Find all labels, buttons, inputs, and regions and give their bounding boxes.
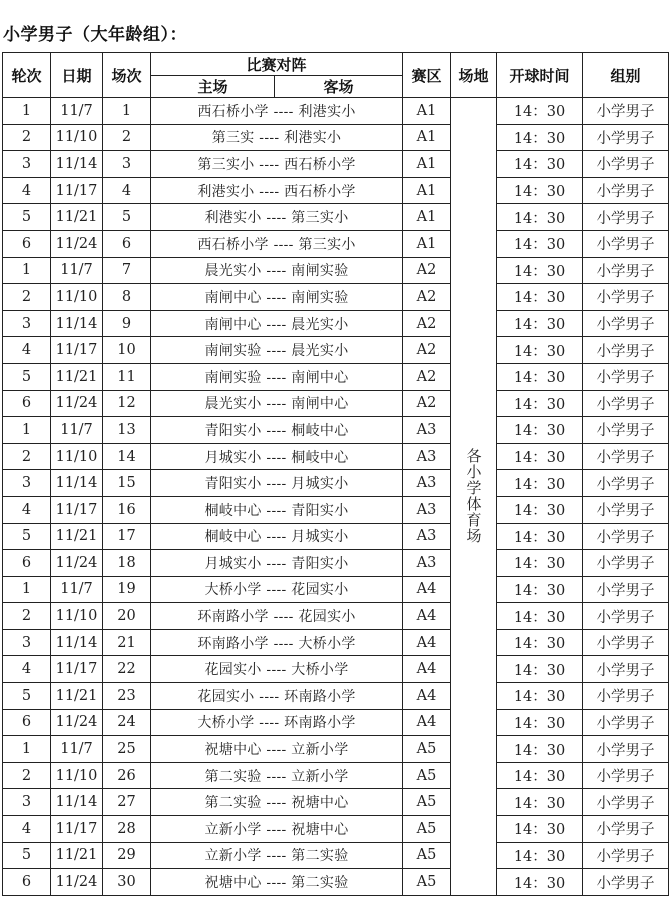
date-cell: 11/14 <box>51 470 103 497</box>
group-cell: 小学男子 <box>583 284 669 311</box>
round-cell: 3 <box>3 310 51 337</box>
table-row <box>3 736 669 763</box>
header-match-no: 场次 <box>103 53 151 98</box>
match-no-cell: 10 <box>103 337 151 364</box>
match-no-cell: 6 <box>103 230 151 257</box>
date-cell: 11/21 <box>51 204 103 231</box>
kickoff-cell: 14：30 <box>497 816 583 843</box>
header-fixture: 比赛对阵 <box>151 53 403 76</box>
zone-cell: A5 <box>403 816 451 843</box>
group-cell: 小学男子 <box>583 842 669 869</box>
kickoff-cell: 14：30 <box>497 390 583 417</box>
table-row <box>3 204 669 231</box>
table-row <box>3 496 669 523</box>
header-away: 客场 <box>275 76 403 98</box>
group-cell: 小学男子 <box>583 816 669 843</box>
header-kickoff: 开球时间 <box>497 53 583 98</box>
header-date: 日期 <box>51 53 103 98</box>
date-cell: 11/24 <box>51 230 103 257</box>
match-no-cell: 1 <box>103 98 151 125</box>
match-no-cell: 28 <box>103 816 151 843</box>
match-no-cell: 11 <box>103 363 151 390</box>
date-cell: 11/24 <box>51 550 103 577</box>
date-cell: 11/24 <box>51 709 103 736</box>
fixture-cell: 花园实小 ---- 环南路小学 <box>151 683 403 710</box>
header-home: 主场 <box>151 76 275 98</box>
table-row <box>3 177 669 204</box>
group-cell: 小学男子 <box>583 709 669 736</box>
zone-cell: A3 <box>403 496 451 523</box>
kickoff-cell: 14：30 <box>497 709 583 736</box>
kickoff-cell: 14：30 <box>497 789 583 816</box>
group-cell: 小学男子 <box>583 443 669 470</box>
match-no-cell: 13 <box>103 417 151 444</box>
table-row <box>3 363 669 390</box>
table-row <box>3 337 669 364</box>
kickoff-cell: 14：30 <box>497 151 583 178</box>
date-cell: 11/7 <box>51 98 103 125</box>
group-cell: 小学男子 <box>583 869 669 896</box>
zone-cell: A1 <box>403 177 451 204</box>
kickoff-cell: 14：30 <box>497 257 583 284</box>
zone-cell: A5 <box>403 736 451 763</box>
match-no-cell: 25 <box>103 736 151 763</box>
group-cell: 小学男子 <box>583 417 669 444</box>
zone-cell: A5 <box>403 789 451 816</box>
round-cell: 4 <box>3 177 51 204</box>
round-cell: 1 <box>3 417 51 444</box>
round-cell: 2 <box>3 124 51 151</box>
fixture-cell: 大桥小学 ---- 环南路小学 <box>151 709 403 736</box>
group-cell: 小学男子 <box>583 550 669 577</box>
round-cell: 5 <box>3 523 51 550</box>
kickoff-cell: 14：30 <box>497 869 583 896</box>
round-cell: 3 <box>3 789 51 816</box>
group-cell: 小学男子 <box>583 523 669 550</box>
fixture-cell: 桐岐中心 ---- 月城实小 <box>151 523 403 550</box>
date-cell: 11/24 <box>51 869 103 896</box>
round-cell: 1 <box>3 736 51 763</box>
fixture-cell: 青阳实小 ---- 桐岐中心 <box>151 417 403 444</box>
group-cell: 小学男子 <box>583 204 669 231</box>
group-cell: 小学男子 <box>583 762 669 789</box>
zone-cell: A1 <box>403 204 451 231</box>
round-cell: 6 <box>3 390 51 417</box>
kickoff-cell: 14：30 <box>497 629 583 656</box>
group-cell: 小学男子 <box>583 603 669 630</box>
date-cell: 11/14 <box>51 310 103 337</box>
fixture-cell: 青阳实小 ---- 月城实小 <box>151 470 403 497</box>
fixture-cell: 祝塘中心 ---- 第二实验 <box>151 869 403 896</box>
round-cell: 5 <box>3 842 51 869</box>
date-cell: 11/7 <box>51 576 103 603</box>
match-no-cell: 14 <box>103 443 151 470</box>
kickoff-cell: 14：30 <box>497 124 583 151</box>
match-no-cell: 17 <box>103 523 151 550</box>
table-row <box>3 98 669 125</box>
zone-cell: A1 <box>403 151 451 178</box>
group-cell: 小学男子 <box>583 470 669 497</box>
zone-cell: A3 <box>403 523 451 550</box>
fixture-cell: 南闸实验 ---- 晨光实小 <box>151 337 403 364</box>
zone-cell: A1 <box>403 98 451 125</box>
fixture-cell: 利港实小 ---- 西石桥小学 <box>151 177 403 204</box>
kickoff-cell: 14：30 <box>497 576 583 603</box>
table-row <box>3 523 669 550</box>
group-cell: 小学男子 <box>583 363 669 390</box>
date-cell: 11/7 <box>51 736 103 763</box>
table-row <box>3 842 669 869</box>
date-cell: 11/14 <box>51 151 103 178</box>
zone-cell: A2 <box>403 337 451 364</box>
zone-cell: A3 <box>403 470 451 497</box>
kickoff-cell: 14：30 <box>497 230 583 257</box>
fixture-cell: 月城实小 ---- 青阳实小 <box>151 550 403 577</box>
kickoff-cell: 14：30 <box>497 523 583 550</box>
round-cell: 3 <box>3 629 51 656</box>
table-row <box>3 762 669 789</box>
zone-cell: A4 <box>403 656 451 683</box>
kickoff-cell: 14：30 <box>497 98 583 125</box>
round-cell: 1 <box>3 576 51 603</box>
match-no-cell: 9 <box>103 310 151 337</box>
table-row <box>3 284 669 311</box>
group-cell: 小学男子 <box>583 789 669 816</box>
match-no-cell: 8 <box>103 284 151 311</box>
round-cell: 4 <box>3 496 51 523</box>
match-no-cell: 7 <box>103 257 151 284</box>
match-no-cell: 4 <box>103 177 151 204</box>
kickoff-cell: 14：30 <box>497 603 583 630</box>
date-cell: 11/14 <box>51 789 103 816</box>
fixture-cell: 第二实验 ---- 祝塘中心 <box>151 789 403 816</box>
table-row <box>3 869 669 896</box>
fixture-cell: 第三实 ---- 利港实小 <box>151 124 403 151</box>
round-cell: 5 <box>3 204 51 231</box>
kickoff-cell: 14：30 <box>497 842 583 869</box>
fixture-cell: 环南路小学 ---- 大桥小学 <box>151 629 403 656</box>
match-no-cell: 29 <box>103 842 151 869</box>
kickoff-cell: 14：30 <box>497 310 583 337</box>
round-cell: 6 <box>3 230 51 257</box>
group-cell: 小学男子 <box>583 390 669 417</box>
group-cell: 小学男子 <box>583 683 669 710</box>
header-group: 组别 <box>583 53 669 98</box>
table-row <box>3 151 669 178</box>
table-row <box>3 310 669 337</box>
table-row <box>3 603 669 630</box>
date-cell: 11/10 <box>51 762 103 789</box>
kickoff-cell: 14：30 <box>497 550 583 577</box>
match-no-cell: 19 <box>103 576 151 603</box>
zone-cell: A4 <box>403 683 451 710</box>
match-no-cell: 3 <box>103 151 151 178</box>
date-cell: 11/10 <box>51 284 103 311</box>
kickoff-cell: 14：30 <box>497 736 583 763</box>
zone-cell: A4 <box>403 629 451 656</box>
table-row <box>3 470 669 497</box>
zone-cell: A4 <box>403 709 451 736</box>
round-cell: 4 <box>3 337 51 364</box>
kickoff-cell: 14：30 <box>497 656 583 683</box>
header-round: 轮次 <box>3 53 51 98</box>
date-cell: 11/10 <box>51 443 103 470</box>
header-venue: 场地 <box>451 53 497 98</box>
match-no-cell: 5 <box>103 204 151 231</box>
zone-cell: A5 <box>403 869 451 896</box>
fixture-cell: 西石桥小学 ---- 第三实小 <box>151 230 403 257</box>
fixture-cell: 南闸中心 ---- 晨光实小 <box>151 310 403 337</box>
kickoff-cell: 14：30 <box>497 363 583 390</box>
round-cell: 1 <box>3 98 51 125</box>
zone-cell: A2 <box>403 390 451 417</box>
table-row <box>3 124 669 151</box>
date-cell: 11/17 <box>51 496 103 523</box>
kickoff-cell: 14：30 <box>497 417 583 444</box>
fixture-cell: 晨光实小 ---- 南闸中心 <box>151 390 403 417</box>
group-cell: 小学男子 <box>583 496 669 523</box>
round-cell: 5 <box>3 683 51 710</box>
table-row <box>3 417 669 444</box>
date-cell: 11/10 <box>51 124 103 151</box>
date-cell: 11/21 <box>51 683 103 710</box>
table-row <box>3 576 669 603</box>
table-row <box>3 629 669 656</box>
kickoff-cell: 14：30 <box>497 284 583 311</box>
table-row <box>3 789 669 816</box>
round-cell: 3 <box>3 151 51 178</box>
zone-cell: A2 <box>403 363 451 390</box>
round-cell: 2 <box>3 284 51 311</box>
zone-cell: A3 <box>403 417 451 444</box>
date-cell: 11/10 <box>51 603 103 630</box>
match-no-cell: 15 <box>103 470 151 497</box>
match-no-cell: 12 <box>103 390 151 417</box>
group-cell: 小学男子 <box>583 337 669 364</box>
zone-cell: A2 <box>403 284 451 311</box>
schedule-table <box>2 52 669 896</box>
kickoff-cell: 14：30 <box>497 762 583 789</box>
match-no-cell: 21 <box>103 629 151 656</box>
zone-cell: A1 <box>403 124 451 151</box>
zone-cell: A2 <box>403 310 451 337</box>
table-row <box>3 230 669 257</box>
group-cell: 小学男子 <box>583 576 669 603</box>
fixture-cell: 立新小学 ---- 祝塘中心 <box>151 816 403 843</box>
zone-cell: A1 <box>403 230 451 257</box>
fixture-cell: 利港实小 ---- 第三实小 <box>151 204 403 231</box>
match-no-cell: 24 <box>103 709 151 736</box>
table-row <box>3 656 669 683</box>
date-cell: 11/17 <box>51 816 103 843</box>
round-cell: 6 <box>3 550 51 577</box>
match-no-cell: 26 <box>103 762 151 789</box>
kickoff-cell: 14：30 <box>497 470 583 497</box>
date-cell: 11/17 <box>51 177 103 204</box>
kickoff-cell: 14：30 <box>497 443 583 470</box>
kickoff-cell: 14：30 <box>497 337 583 364</box>
date-cell: 11/14 <box>51 629 103 656</box>
match-no-cell: 23 <box>103 683 151 710</box>
round-cell: 4 <box>3 656 51 683</box>
round-cell: 4 <box>3 816 51 843</box>
date-cell: 11/17 <box>51 337 103 364</box>
round-cell: 2 <box>3 603 51 630</box>
venue-cell: 各小学体育场 <box>451 98 497 896</box>
round-cell: 6 <box>3 869 51 896</box>
fixture-cell: 花园实小 ---- 大桥小学 <box>151 656 403 683</box>
group-cell: 小学男子 <box>583 124 669 151</box>
date-cell: 11/21 <box>51 842 103 869</box>
match-no-cell: 20 <box>103 603 151 630</box>
fixture-cell: 大桥小学 ---- 花园实小 <box>151 576 403 603</box>
group-cell: 小学男子 <box>583 151 669 178</box>
zone-cell: A5 <box>403 762 451 789</box>
fixture-cell: 南闸实验 ---- 南闸中心 <box>151 363 403 390</box>
match-no-cell: 22 <box>103 656 151 683</box>
group-cell: 小学男子 <box>583 310 669 337</box>
round-cell: 2 <box>3 762 51 789</box>
match-no-cell: 2 <box>103 124 151 151</box>
zone-cell: A4 <box>403 576 451 603</box>
group-cell: 小学男子 <box>583 656 669 683</box>
zone-cell: A3 <box>403 443 451 470</box>
kickoff-cell: 14：30 <box>497 496 583 523</box>
fixture-cell: 西石桥小学 ---- 利港实小 <box>151 98 403 125</box>
date-cell: 11/7 <box>51 257 103 284</box>
fixture-cell: 南闸中心 ---- 南闸实验 <box>151 284 403 311</box>
date-cell: 11/24 <box>51 390 103 417</box>
fixture-cell: 环南路小学 ---- 花园实小 <box>151 603 403 630</box>
header-zone: 赛区 <box>403 53 451 98</box>
date-cell: 11/17 <box>51 656 103 683</box>
group-cell: 小学男子 <box>583 629 669 656</box>
date-cell: 11/21 <box>51 363 103 390</box>
table-row <box>3 390 669 417</box>
round-cell: 2 <box>3 443 51 470</box>
date-cell: 11/21 <box>51 523 103 550</box>
page-title: 小学男子（大年龄组）： <box>3 25 187 45</box>
match-no-cell: 27 <box>103 789 151 816</box>
match-no-cell: 30 <box>103 869 151 896</box>
table-row <box>3 683 669 710</box>
fixture-cell: 月城实小 ---- 桐岐中心 <box>151 443 403 470</box>
zone-cell: A5 <box>403 842 451 869</box>
fixture-cell: 第二实验 ---- 立新小学 <box>151 762 403 789</box>
date-cell: 11/7 <box>51 417 103 444</box>
table-row <box>3 550 669 577</box>
group-cell: 小学男子 <box>583 98 669 125</box>
kickoff-cell: 14：30 <box>497 204 583 231</box>
fixture-cell: 第三实小 ---- 西石桥小学 <box>151 151 403 178</box>
round-cell: 1 <box>3 257 51 284</box>
match-no-cell: 16 <box>103 496 151 523</box>
zone-cell: A4 <box>403 603 451 630</box>
table-row <box>3 443 669 470</box>
fixture-cell: 立新小学 ---- 第二实验 <box>151 842 403 869</box>
match-no-cell: 18 <box>103 550 151 577</box>
group-cell: 小学男子 <box>583 736 669 763</box>
kickoff-cell: 14：30 <box>497 177 583 204</box>
group-cell: 小学男子 <box>583 177 669 204</box>
group-cell: 小学男子 <box>583 230 669 257</box>
round-cell: 3 <box>3 470 51 497</box>
fixture-cell: 祝塘中心 ---- 立新小学 <box>151 736 403 763</box>
round-cell: 5 <box>3 363 51 390</box>
table-row <box>3 816 669 843</box>
zone-cell: A2 <box>403 257 451 284</box>
group-cell: 小学男子 <box>583 257 669 284</box>
round-cell: 6 <box>3 709 51 736</box>
table-row <box>3 257 669 284</box>
kickoff-cell: 14：30 <box>497 683 583 710</box>
table-row <box>3 709 669 736</box>
fixture-cell: 桐岐中心 ---- 青阳实小 <box>151 496 403 523</box>
fixture-cell: 晨光实小 ---- 南闸实验 <box>151 257 403 284</box>
zone-cell: A3 <box>403 550 451 577</box>
